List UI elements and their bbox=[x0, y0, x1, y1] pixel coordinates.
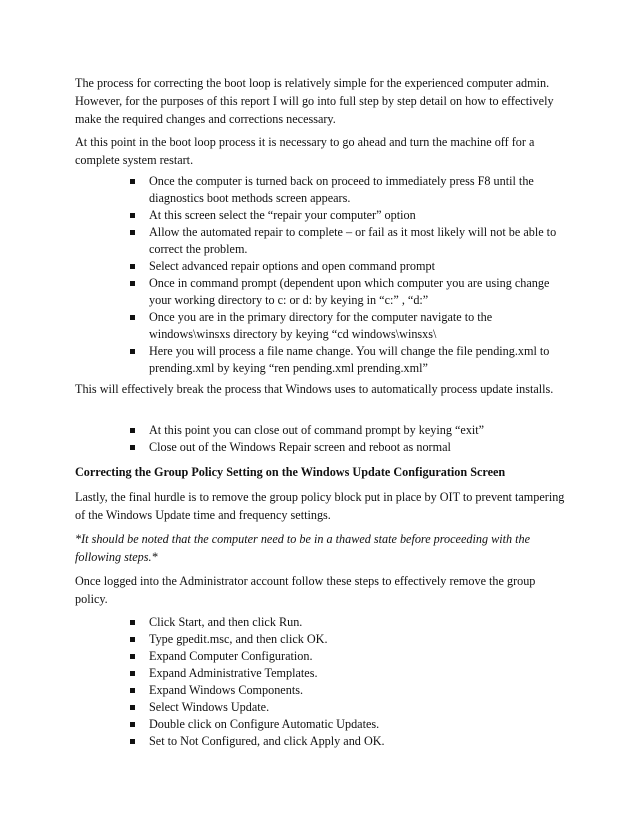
list-item-text: Close out of the Windows Repair screen and reboot as normal bbox=[149, 440, 451, 454]
square-bullet-icon bbox=[130, 722, 135, 727]
list-item bbox=[130, 631, 570, 648]
list-item-text: Double click on Configure Automatic Updates. bbox=[149, 717, 380, 731]
list-item-text: Click Start, and then click Run. bbox=[149, 615, 303, 629]
list-item-text: At this screen select the “repair your computer” option bbox=[149, 208, 416, 222]
list-item-text: Type gpedit.msc, and then click OK. bbox=[149, 632, 328, 646]
square-bullet-icon bbox=[130, 739, 135, 744]
list-item-text: Select Windows Update. bbox=[149, 700, 270, 714]
thawed-state-note: *It should be noted that the computer need to be in a thawed state before proceeding with the following steps.* bbox=[75, 532, 531, 564]
square-bullet-icon bbox=[130, 315, 135, 320]
square-bullet-icon bbox=[130, 705, 135, 710]
square-bullet-icon bbox=[130, 654, 135, 659]
square-bullet-icon bbox=[130, 230, 135, 235]
square-bullet-icon bbox=[130, 637, 135, 642]
square-bullet-icon bbox=[130, 179, 135, 184]
square-bullet-icon bbox=[130, 213, 135, 218]
list-item bbox=[130, 716, 570, 733]
list-item bbox=[130, 614, 570, 631]
intro-paragraph: The process for correcting the boot loop is relatively simple for the experienced computer admin. However, for the purposes of this report I will go into full step by step detail on how to effectively make the required changes and corrections necessary. bbox=[75, 76, 554, 126]
square-bullet-icon bbox=[130, 445, 135, 450]
boot-repair-steps-list bbox=[130, 173, 570, 377]
list-item-text: Once in command prompt (dependent upon which computer you are using change your working directory to c: or d: by keying in “c:” , “d:” bbox=[149, 276, 550, 307]
list-item bbox=[130, 309, 570, 343]
list-item bbox=[130, 258, 570, 275]
restart-paragraph: At this point in the boot loop process it is necessary to go ahead and turn the machine off for a complete system restart. bbox=[75, 135, 535, 167]
list-item bbox=[130, 648, 570, 665]
square-bullet-icon bbox=[130, 281, 135, 286]
list-item bbox=[130, 665, 570, 682]
gpedit-steps-list bbox=[130, 614, 570, 750]
list-item-text: At this point you can close out of command prompt by keying “exit” bbox=[149, 423, 485, 437]
list-item bbox=[130, 699, 570, 716]
list-item-text: Once the computer is turned back on proceed to immediately press F8 until the diagnostics boot methods screen appears. bbox=[149, 174, 534, 205]
list-item-text: Here you will process a file name change. You will change the file pending.xml to prending.xml by keying “ren pending.xml prending.xml” bbox=[149, 344, 550, 375]
square-bullet-icon bbox=[130, 428, 135, 433]
list-item-text: Set to Not Configured, and click Apply and OK. bbox=[149, 734, 385, 748]
list-item-text: Expand Administrative Templates. bbox=[149, 666, 318, 680]
list-item bbox=[130, 173, 570, 207]
list-item bbox=[130, 343, 570, 377]
list-item bbox=[130, 207, 570, 224]
list-item bbox=[130, 439, 570, 456]
list-item bbox=[130, 733, 570, 750]
list-item-text: Select advanced repair options and open command prompt bbox=[149, 259, 435, 273]
square-bullet-icon bbox=[130, 620, 135, 625]
square-bullet-icon bbox=[130, 264, 135, 269]
list-item bbox=[130, 224, 570, 258]
administrator-paragraph: Once logged into the Administrator account follow these steps to effectively remove the group policy. bbox=[75, 574, 536, 606]
list-item-text: Expand Windows Components. bbox=[149, 683, 303, 697]
section-heading: Correcting the Group Policy Setting on the Windows Update Configuration Screen bbox=[75, 465, 506, 479]
list-item-text: Once you are in the primary directory for the computer navigate to the windows\winsxs directory by keying “cd windows\winsxs\ bbox=[149, 310, 493, 341]
group-policy-paragraph: Lastly, the final hurdle is to remove the group policy block put in place by OIT to prevent tampering of the Windows Update time and frequency settings. bbox=[75, 490, 565, 522]
list-item-text: Allow the automated repair to complete – or fail as it most likely will not be able to correct the problem. bbox=[149, 225, 557, 256]
list-item bbox=[130, 422, 570, 439]
break-process-paragraph: This will effectively break the process that Windows uses to automatically process update installs. bbox=[75, 382, 554, 396]
close-out-steps-list bbox=[130, 422, 570, 456]
square-bullet-icon bbox=[130, 349, 135, 354]
square-bullet-icon bbox=[130, 671, 135, 676]
square-bullet-icon bbox=[130, 688, 135, 693]
list-item bbox=[130, 682, 570, 699]
list-item-text: Expand Computer Configuration. bbox=[149, 649, 313, 663]
list-item bbox=[130, 275, 570, 309]
